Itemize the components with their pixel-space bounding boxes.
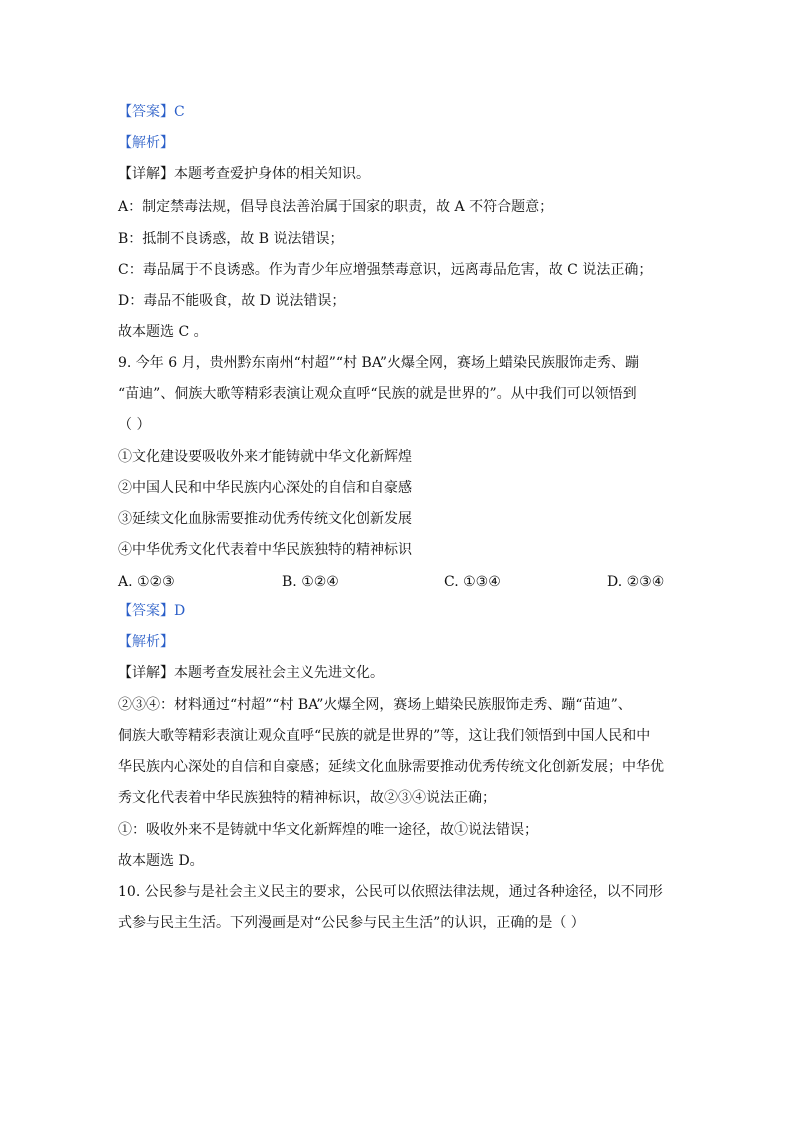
q9-option-b: B. ①②④ [282, 574, 339, 590]
q10-stem-line-1: 10. 公民参与是社会主义民主的要求，公民可以依照法律法规，通过各种途径，以不同形 [118, 884, 663, 900]
q8-answer-label: 【答案】C [118, 104, 185, 120]
q8-analysis-label: 【解析】 [118, 135, 174, 151]
q9-item-4: ④中华优秀文化代表着中华民族独特的精神标识 [118, 542, 412, 558]
q9-stem-line-2: “苗迪”、侗族大歌等精彩表演让观众直呼“民族的就是世界的”。从中我们可以领悟到 [118, 386, 637, 402]
q9-stem-line-1: 9. 今年 6 月，贵州黔东南州“村超”“村 BA”火爆全网，赛场上蜡染民族服饰走秀、蹦 [118, 355, 640, 371]
q8-explain-c: C：毒品属于不良诱惑。作为青少年应增强禁毒意识，远离毒品危害，故 C 说法正确； [118, 262, 653, 278]
q9-item-2: ②中国人民和中华民族内心深处的自信和自豪感 [118, 480, 412, 496]
q10-stem-line-2: 式参与民主生活。下列漫画是对“公民参与民主生活”的认识，正确的是（ ） [118, 915, 585, 931]
q9-explain-line-4: 秀文化代表着中华民族独特的精神标识，故②③④说法正确； [118, 790, 496, 806]
q9-explain-line-3: 华民族内心深处的自信和自豪感；延续文化血脉需要推动优秀传统文化创新发展；中华优 [118, 759, 664, 775]
q8-explain-b: B：抵制不良诱惑，故 B 说法错误； [118, 231, 344, 247]
q9-explain-line-2: 侗族大歌等精彩表演让观众直呼“民族的就是世界的”等，这让我们领悟到中国人民和中 [118, 728, 651, 744]
q8-detail: 【详解】本题考查爱护身体的相关知识。 [118, 166, 370, 182]
q9-analysis-label: 【解析】 [118, 634, 174, 650]
q9-explain-line-1: ②③④：材料通过“村超”“村 BA”火爆全网，赛场上蜡染民族服饰走秀、蹦“苗迪”、 [118, 697, 632, 713]
q9-option-d: D. ②③④ [607, 574, 665, 590]
q9-item-1: ①文化建设要吸收外来才能铸就中华文化新辉煌 [118, 449, 412, 465]
q9-answer-label: 【答案】D [118, 603, 186, 619]
q9-option-c: C. ①③④ [444, 574, 501, 590]
q9-stem-line-3: （ ） [118, 417, 151, 433]
q9-option-a: A. ①②③ [118, 574, 175, 590]
q8-explain-a: A：制定禁毒法规，倡导良法善治属于国家的职责，故 A 不符合题意； [118, 199, 554, 215]
q9-explain-line-5: ①：吸收外来不是铸就中华文化新辉煌的唯一途径，故①说法错误； [118, 822, 538, 838]
q8-explain-d: D：毒品不能吸食，故 D 说法错误； [118, 293, 346, 309]
q8-conclusion: 故本题选 C 。 [118, 324, 208, 340]
q9-item-3: ③延续文化血脉需要推动优秀传统文化创新发展 [118, 511, 412, 527]
q9-conclusion: 故本题选 D。 [118, 853, 204, 869]
q9-detail: 【详解】本题考查发展社会主义先进文化。 [118, 665, 384, 681]
